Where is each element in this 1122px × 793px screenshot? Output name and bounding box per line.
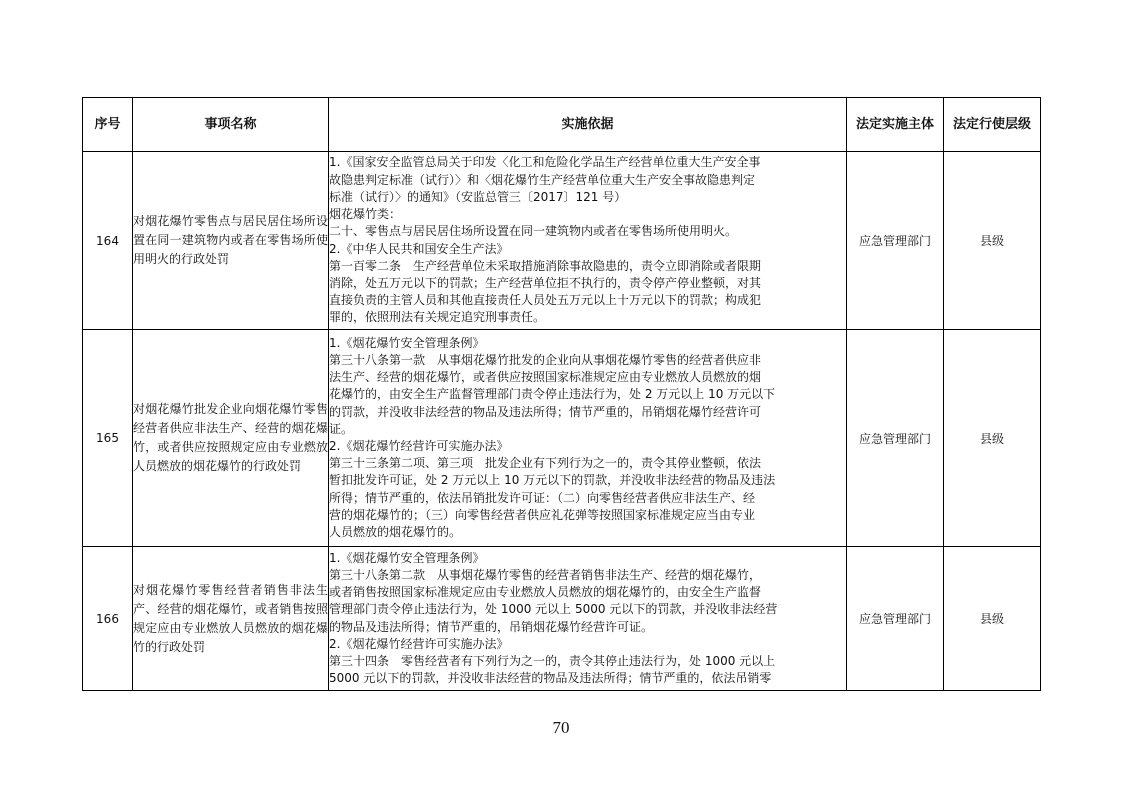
basis-line: 法生产、经营的烟花爆竹，或者供应按照国家标准规定应由专业燃放人员燃放的烟: [329, 370, 762, 385]
header-basis: 实施依据: [329, 98, 847, 152]
basis-line: 第三十八条第二款 从事烟花爆竹零售的经营者销售非法生产、经营的烟花爆竹，: [329, 567, 762, 582]
table-header-row: [83, 98, 1041, 152]
header-subject: 法定实施主体: [847, 98, 944, 152]
table-row: [83, 152, 1041, 330]
page-number: 70: [552, 718, 570, 737]
basis-line: 第三十四条 零售经营者有下列行为之一的，责令其停止违法行为，处 1000 元以上: [329, 653, 776, 668]
table-row: [83, 547, 1041, 691]
row-basis: [329, 547, 847, 691]
basis-line: 所得；情节严重的，依法吊销批发许可证：（二）向零售经营者供应非法生产、经: [329, 490, 756, 505]
basis-line: 1.《烟花爆竹安全管理条例》: [329, 550, 485, 565]
header-item-name: 事项名称: [133, 98, 329, 152]
basis-line: 2.《烟花爆竹经营许可实施办法》: [329, 439, 509, 453]
basis-line: 营的烟花爆竹的；（三）向零售经营者供应礼花弹等按照国家标准规定应当由专业: [329, 507, 756, 522]
row-subject: 应急管理部门: [847, 152, 944, 330]
basis-line: 人员燃放的烟花爆竹的。: [329, 525, 462, 540]
row-item-name: 对烟花爆竹批发企业向烟花爆竹零售经营者供应非法生产、经营的烟花爆竹，或者供应按照规定应由专业燃放人员燃放的烟花爆竹的行政处罚: [133, 330, 329, 547]
basis-line: 的物品及违法所得；情节严重的，吊销烟花爆竹经营许可证。: [329, 619, 654, 634]
basis-line: 第三十三条第二项、第三项 批发企业有下列行为之一的，责令其停业整顿，依法: [329, 456, 762, 471]
basis-line: 管理部门责令停止违法行为，处 1000 元以上 5000 元以下的罚款，并没收非法经营: [329, 602, 778, 617]
row-subject: 应急管理部门: [847, 547, 944, 691]
basis-line: 1.《烟花爆竹安全管理条例》: [329, 335, 485, 350]
row-item-name: 对烟花爆竹零售经营者销售非法生产、经营的烟花爆竹，或者销售按照规定应由专业燃放人员燃放的烟花爆竹的行政处罚: [133, 547, 329, 691]
enforcement-items-table: [82, 97, 1041, 691]
basis-line: 故隐患判定标准（试行）〉和〈烟花爆竹生产经营单位重大生产安全事故隐患判定: [329, 172, 756, 187]
basis-line: 第三十八条第一款 从事烟花爆竹批发的企业向从事烟花爆竹零售的经营者供应非: [329, 352, 762, 367]
basis-line: 罪的，依照刑法有关规定追究刑事责任。: [329, 310, 546, 325]
basis-line: 直接负责的主管人员和其他直接责任人员处五万元以上十万元以下的罚款；构成犯: [329, 293, 762, 308]
basis-line: 烟花爆竹类：: [329, 207, 402, 222]
basis-line: 花爆竹的，由安全生产监督管理部门责令停止违法行为，处 2 万元以上 10 万元以下: [329, 387, 776, 402]
basis-line: 暂扣批发许可证，处 2 万元以上 10 万元以下的罚款，并没收非法经营的物品及违法: [329, 473, 776, 488]
header-serial: 序号: [83, 98, 133, 152]
basis-line: 5000 元以下的罚款，并没收非法经营的物品及违法所得；情节严重的，依法吊销零: [329, 671, 772, 686]
row-level: 县级: [944, 152, 1041, 330]
row-serial: 164: [83, 152, 133, 330]
row-level: 县级: [944, 547, 1041, 691]
row-basis: [329, 152, 847, 330]
basis-line: 标准（试行）〉的通知》（安监总管三〔2017〕121 号）: [329, 189, 627, 204]
basis-line: 二十、零售点与居民居住场所设置在同一建筑物内或者在零售场所使用明火。: [329, 224, 738, 239]
basis-line: 2.《烟花爆竹经营许可实施办法》: [329, 636, 509, 651]
basis-line: 1.《国家安全监管总局关于印发〈化工和危险化学品生产经营单位重大生产安全事: [329, 155, 761, 170]
row-basis: [329, 330, 847, 547]
basis-line: 2.《中华人民共和国安全生产法》: [329, 241, 509, 256]
row-subject: 应急管理部门: [847, 330, 944, 547]
basis-line: 证。: [329, 421, 354, 436]
row-level: 县级: [944, 330, 1041, 547]
basis-line: 消除，处五万元以下的罚款；生产经营单位拒不执行的，责令停产停业整顿，对其: [329, 275, 762, 290]
basis-line: 第一百零二条 生产经营单位未采取措施消除事故隐患的，责令立即消除或者限期: [329, 258, 762, 273]
row-serial: 166: [83, 547, 133, 691]
table-row: [83, 330, 1041, 547]
header-level: 法定行使层级: [944, 98, 1041, 152]
basis-line: 的罚款，并没收非法经营的物品及违法所得；情节严重的，吊销烟花爆竹经营许可: [329, 404, 762, 419]
row-serial: 165: [83, 330, 133, 547]
basis-line: 或者销售按照国家标准规定应由专业燃放人员燃放的烟花爆竹的，由安全生产监督: [329, 585, 762, 600]
row-item-name: 对烟花爆竹零售点与居民居住场所设置在同一建筑物内或者在零售场所使用明火的行政处罚: [133, 152, 329, 330]
